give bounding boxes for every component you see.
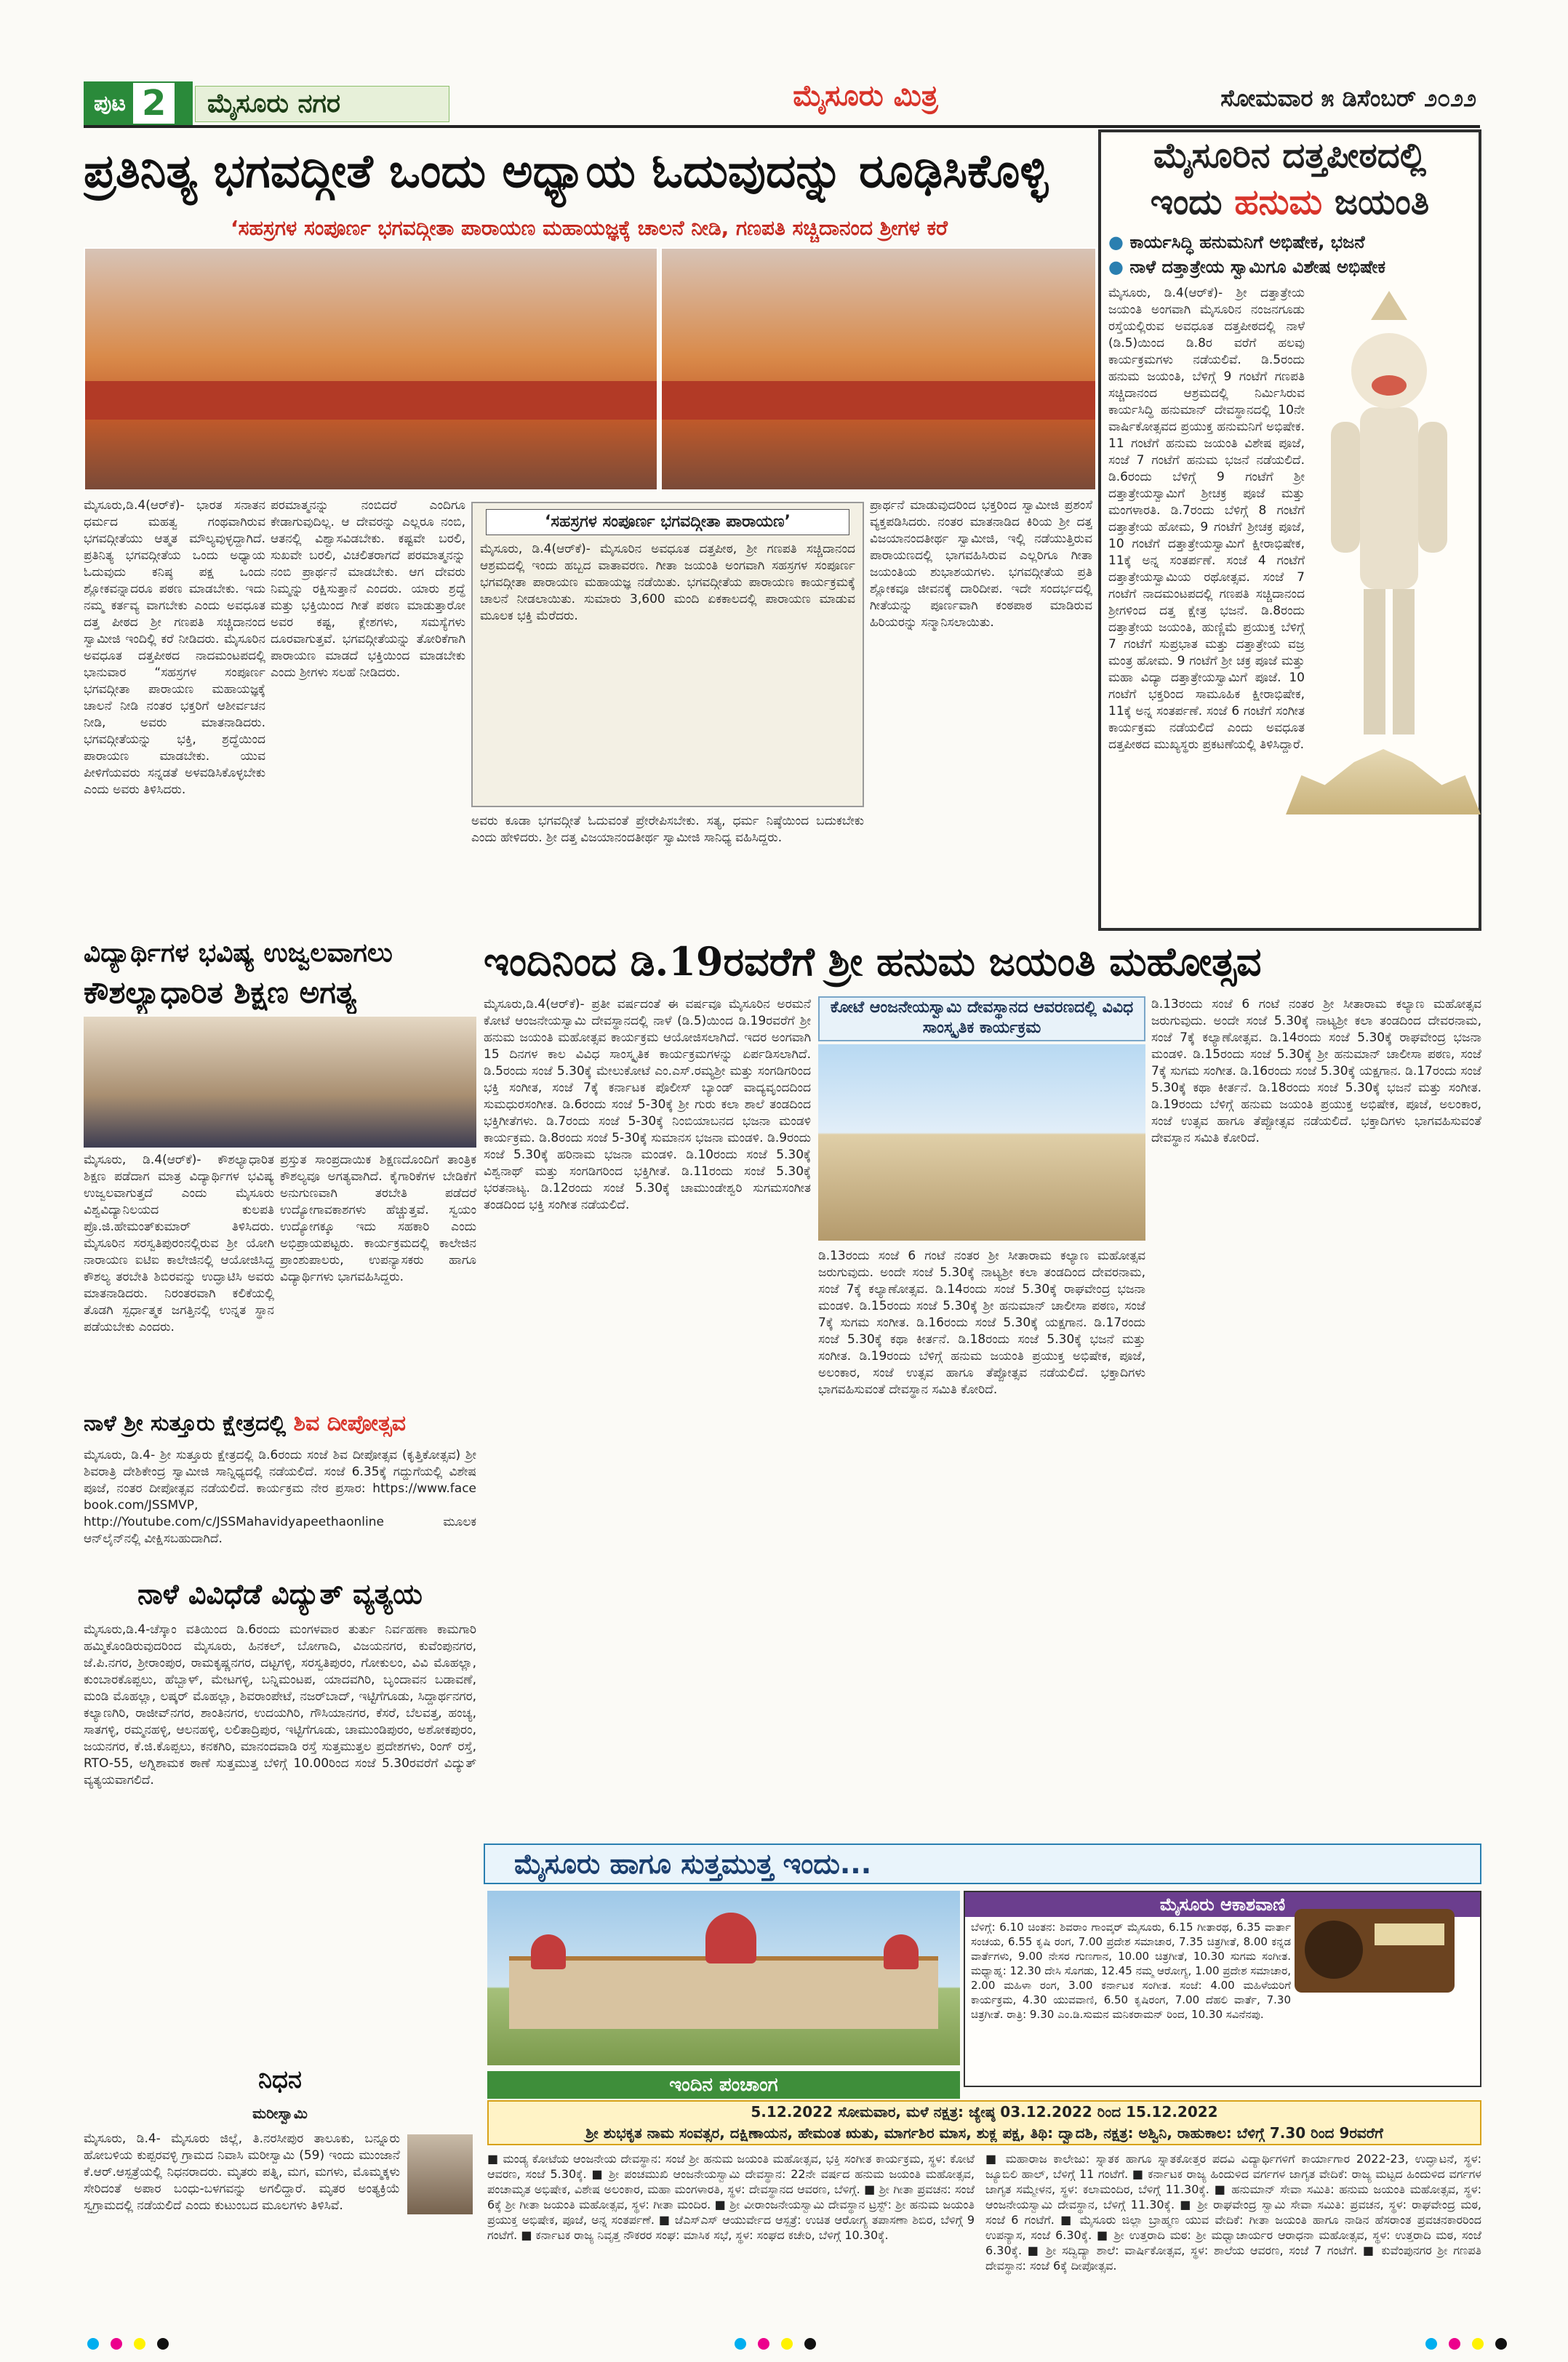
registration-dots-left <box>87 2338 169 2351</box>
lead-col-4: ಅವರು ಕೂಡಾ ಭಗವದ್ಗೀತೆ ಓದುವಂತೆ ಪ್ರೇರೇಪಿಸಬೇಕು. ಸತ್ಯ, ಧರ್ಮ ನಿಷ್ಠೆಯಿಂದ ಬದುಕಬೇಕು ಎಂದು ಹೇಳಿದರು. ಶ್ರೀ ದತ್ತ ವಿಜಯಾನಂದತೀರ್ಥ ಸ್ವಾಮೀಜಿ ಸಾನಿಧ್ಯ ವಹಿಸಿದ್ದರು. <box>471 814 864 845</box>
palace-facade <box>509 1956 938 2029</box>
registration-dots-right <box>1425 2338 1507 2351</box>
black-dot <box>804 2338 816 2350</box>
page-label: ಪುಟ <box>94 90 127 116</box>
parayana-box-text: ಮೈಸೂರು, ಡಿ.4(ಆರ್‌ಕೆ)- ಮೈಸೂರಿನ ಅವಧೂತ ದತ್ತಪೀಠ, ಶ್ರೀ ಗಣಪತಿ ಸಚ್ಚಿದಾನಂದ ಆಶ್ರಮದಲ್ಲಿ ಇಂದು ಹಬ್ಬದ ವಾತಾವರಣ. ಗೀತಾ ಜಯಂತಿ ಅಂಗವಾಗಿ ಸಹಸ್ರಗಳ ಸಂಪೂರ್ಣ ಭಗವದ್ಗೀತಾ ಪಾರಾಯಣ ಮಹಾಯಜ್ಞ ನಡೆಯಿತು. ಭಗವದ್ಗೀತೆಯ ಪಾರಾಯಣ ಕಾರ್ಯಕ್ರಮಕ್ಕೆ ಚಾಲನೆ ನೀಡಲಾಯಿತು. ಸುಮಾರು 3,600 ಮಂದಿ ಏಕಕಾಲದಲ್ಲಿ ಪಾರಾಯಣ ಮಾಡುವ ಮೂಲಕ ಭಕ್ತಿ ಮೆರೆದರು. <box>480 542 855 623</box>
suttur-headline <box>84 1411 476 1443</box>
sidebar-bullet-1 <box>1108 230 1472 255</box>
festival-col-3: ಡಿ.13ರಂದು ಸಂಜೆ 6 ಗಂಟೆ ನಂತರ ಶ್ರೀ ಸೀತಾರಾಮ ಕಲ್ಯಾಣ ಮಹೋತ್ಸವ ಜರುಗುವುದು. ಅಂದೇ ಸಂಜೆ 5.30ಕ್ಕೆ ನಾಟ್ಯಶ್ರೀ ಕಲಾ ತಂಡದಿಂದ ದೇವರನಾಮ, ಸಂಜೆ 7ಕ್ಕೆ ಕಲ್ಯಾಣೋತ್ಸವ. ಡಿ.14ರಂದು ಸಂಜೆ 5.30ಕ್ಕೆ ರಾಘವೇಂದ್ರ ಭಜನಾ ಮಂಡಳಿ. ಡಿ.15ರಂದು ಸಂಜೆ 5.30ಕ್ಕೆ ಶ್ರೀ ಹನುಮಾನ್ ಚಾಲೀಸಾ ಪಠಣ, ಸಂಜೆ 7ಕ್ಕೆ ಸುಗಮ ಸಂಗೀತ. ಡಿ.16ರಂದು ಸಂಜೆ 5.30ಕ್ಕೆ ಯಕ್ಷಗಾನ. ಡಿ.17ರಂದು ಸಂಜೆ 5.30ಕ್ಕೆ ಕಥಾ ಕೀರ್ತನೆ. ಡಿ.18ರಂದು ಸಂಜೆ 5.30ಕ್ಕೆ ಭಜನೆ ಮತ್ತು ಸಂಗೀತ. ಡಿ.19ರಂದು ಬೆಳಿಗ್ಗೆ ಹನುಮ ಜಯಂತಿ ಪ್ರಯುಕ್ತ ಅಭಿಷೇಕ, ಪೂಜೆ, ಅಲಂಕಾರ, ಸಂಜೆ ಉತ್ಸವ ಹಾಗೂ ತೆಪ್ಪೋತ್ಸವ ನಡೆಯಲಿದೆ. ಭಕ್ತಾದಿಗಳು ಭಾಗವಹಿಸುವಂತೆ ದೇವಸ್ಥಾನ ಸಮಿತಿ ಕೋರಿದೆ. <box>1151 997 1481 1145</box>
sidebar-bullet-2 <box>1108 255 1472 279</box>
bullet-icon: ● <box>1108 232 1124 252</box>
suttur-headline-highlight: ಶಿವ ದೀಪೋತ್ಸವ <box>293 1411 406 1436</box>
radio-title: ಮೈಸೂರು ಆಕಾಶವಾಣಿ <box>965 1892 1480 1917</box>
masthead-rule <box>84 125 1480 128</box>
skill-col-2: ಪ್ರಸ್ತುತ ಸಾಂಪ್ರದಾಯಿಕ ಶಿಕ್ಷಣದೊಂದಿಗೆ ತಾಂತ್ರಿಕ ಕೌಶಲ್ಯವೂ ಅಗತ್ಯವಾಗಿದೆ. ಕೈಗಾರಿಕೆಗಳ ಬೇಡಿಕೆಗೆ ಅನುಗುಣವಾಗಿ ತರಬೇತಿ ಪಡೆದರೆ ಉದ್ಯೋಗಾವಕಾಶಗಳು ಹೆಚ್ಚುತ್ತವೆ. ಸ್ವಯಂ ಉದ್ಯೋಗಕ್ಕೂ ಇದು ಸಹಕಾರಿ ಎಂದು ಅಭಿಪ್ರಾಯಪಟ್ಟರು. ಕಾರ್ಯಕ್ರಮದಲ್ಲಿ ಕಾಲೇಜಿನ ಪ್ರಾಂಶುಪಾಲರು, ಉಪನ್ಯಾಸಕರು ಹಾಗೂ ವಿದ್ಯಾರ್ಥಿಗಳು ಭಾಗವಹಿಸಿದ್ದರು. <box>280 1153 476 1284</box>
sidebar-title-2 <box>1105 182 1474 228</box>
yellow-dot <box>1472 2338 1484 2350</box>
dateline: ಸೋಮವಾರ ೫ ಡಿಸೆಂಬರ್ ೨೦೨೨ <box>1220 84 1476 112</box>
lead-headline: ಪ್ರತಿನಿತ್ಯ ಭಗವದ್ಗೀತೆ ಒಂದು ಅಧ್ಯಾಯ ಓದುವುದನ್ನು ರೂಢಿಸಿಕೊಳ್ಳಿ <box>84 144 1049 199</box>
panchang-body <box>487 2100 1481 2145</box>
hanuman-idol-image <box>1302 276 1476 749</box>
suttur-headline-pre: ನಾಳೆ ಶ್ರೀ ಸುತ್ತೂರು ಕ್ಷೇತ್ರದಲ್ಲಿ <box>84 1411 287 1436</box>
lead-col-1: ಮೈಸೂರು,ಡಿ.4(ಆರ್‌ಕೆ)- ಭಾರತ ಸನಾತನ ಧರ್ಮದ ಮಹತ್ವ ಗಂಥವಾಗಿರುವ ಭಗವದ್ಗೀತೆಯು ಆತ್ಮತ ಮೌಲ್ಯವುಳ್ಳದ್ದಾಗಿದೆ. ಪ್ರತಿನಿತ್ಯ ಭಗವದ್ಗೀತೆಯ ಒಂದು ಅಧ್ಯಾಯ ಓದುವುದು ಕನಿಷ್ಠ ಪಕ್ಷ ಒಂದು ಶ್ಲೋಕವನ್ನಾದರೂ ಪಠಣ ಮಾಡಬೇಕು. ಇದು ನಮ್ಮ ಕರ್ತವ್ಯ ವಾಗಬೇಕು ಎಂದು ಅವಧೂತ ದತ್ತ ಪೀಠದ ಶ್ರೀ ಗಣಪತಿ ಸಚ್ಚಿದಾನಂದ ಸ್ವಾಮೀಜಿ ಇಂದಿಲ್ಲಿ ಕರೆ ನೀಡಿದರು. ಮೈಸೂರಿನ ಅವಧೂತ ದತ್ತಪೀಠದ ನಾದಮಂಟಪದಲ್ಲಿ ಭಾನುವಾರ “ಸಹಸ್ರಗಳ ಸಂಪೂರ್ಣ ಭಗವದ್ಗೀತಾ ಪಾರಾಯಣ ಮಹಾಯಜ್ಞಕ್ಕೆ ಚಾಲನೆ ನೀಡಿ ನಂತರ ಭಕ್ತರಿಗೆ ಆಶೀರ್ವಚನ ನೀಡಿ, ಅವರು ಮಾತನಾಡಿದರು. ಭಗವದ್ಗೀತೆಯನ್ನು ಭಕ್ತಿ, ಶ್ರದ್ಧೆಯಿಂದ ಪಾರಾಯಣ ಮಾಡಬೇಕು. ಯುವ ಪೀಳಿಗೆಯವರು ಸನ್ನಡತೆ ಅಳವಡಿಸಿಕೊಳ್ಳಬೇಕು ಎಂದು ಅವರು ತಿಳಿಸಿದರು. <box>84 498 265 797</box>
cyan-dot <box>1425 2338 1437 2350</box>
yellow-dot <box>134 2338 145 2350</box>
lead-col-5: ಪ್ರಾರ್ಥನೆ ಮಾಡುವುದರಿಂದ ಭಕ್ತರಿಂದ ಸ್ವಾಮೀಜಿ ಪ್ರಶಂಸೆ ವ್ಯಕ್ತಪಡಿಸಿದರು. ನಂತರ ಮಾತನಾಡಿದ ಕಿರಿಯ ಶ್ರೀ ದತ್ತ ವಿಜಯಾನಂದತೀರ್ಥ ಸ್ವಾಮೀಜಿ, ಇಲ್ಲಿ ನಡೆಯುತ್ತಿರುವ ಪಾರಾಯಣದಲ್ಲಿ ಭಾಗವಹಿಸಿರುವ ಎಲ್ಲರಿಗೂ ಗೀತಾ ಜಯಂತಿಯ ಶುಭಾಶಯಗಳು. ಭಗವದ್ಗೀತೆಯ ಪ್ರತಿ ಶ್ಲೋಕವೂ ಜೀವನಕ್ಕೆ ದಾರಿದೀಪ. ಇದೇ ಸಂದರ್ಭದಲ್ಲಿ ಗೀತೆಯನ್ನು ಪೂರ್ಣವಾಗಿ ಕಂಠಪಾಠ ಮಾಡಿರುವ ಹಿರಿಯರನ್ನು ಸನ್ಮಾನಿಸಲಾಯಿತು. <box>870 498 1092 630</box>
obituary-headline: ನಿಧನ <box>258 2065 302 2094</box>
festival-col-1: ಮೈಸೂರು,ಡಿ.4(ಆರ್‌ಕೆ)- ಪ್ರತೀ ವರ್ಷದಂತೆ ಈ ವರ್ಷವೂ ಮೈಸೂರಿನ ಅರಮನೆ ಕೋಟೆ ಆಂಜನೇಯಸ್ವಾಮಿ ದೇವಸ್ಥಾನದಲ್ಲಿ ನಾಳೆ (ಡಿ.5)ಯಿಂದ ಡಿ.19ರವರೆಗೆ ಶ್ರೀ ಹನುಮ ಜಯಂತಿ ಮಹೋತ್ಸವ ಕಾರ್ಯಕ್ರಮ ಆಯೋಜಿಸಲಾಗಿದೆ. ಇದರ ಅಂಗವಾಗಿ 15 ದಿನಗಳ ಕಾಲ ವಿವಿಧ ಸಾಂಸ್ಕೃತಿಕ ಕಾರ್ಯಕ್ರಮಗಳನ್ನು ಏರ್ಪಡಿಸಲಾಗಿದೆ. ಡಿ.5ರಂದು ಸಂಜೆ 5.30ಕ್ಕೆ ಮೇಲುಕೋಟೆ ಎಂ.ಎಸ್.ರಮ್ಯಶ್ರೀ ಮತ್ತು ಸಂಗಡಿಗರಿಂದ ಭಕ್ತಿ ಸಂಗೀತ, ಸಂಜೆ 7ಕ್ಕೆ ಕರ್ನಾಟಕ ಪೊಲೀಸ್ ಬ್ಯಾಂಡ್ ವಾದ್ಯವೃಂದದಿಂದ ಸುಮಧುರಸಂಗೀತ. ಡಿ.6ರಂದು ಸಂಜೆ 5-30ಕ್ಕೆ ಶ್ರೀ ಗುರು ಕಲಾ ಶಾಲೆ ತಂಡದಿಂದ ಭಕ್ತಿಗೀತೆಗಳು. ಡಿ.7ರಂದು ಸಂಜೆ 5-30ಕ್ಕೆ ನಿಂಬಿಯಾಬನದ ಭಜನಾ ಮಂಡಳಿ ಕಾರ್ಯಕ್ರಮ. ಡಿ.8ರಂದು ಸಂಜೆ 5-30ಕ್ಕೆ ಸುಮಾನಸ ಭಜನಾ ಮಂಡಳಿ. ಡಿ.9ರಂದು ಸಂಜೆ 5.30ಕ್ಕೆ ಹರಿನಾಮ ಭಜನಾ ಮಂಡಳಿ. ಡಿ.10ರಂದು ಸಂಜೆ 5.30ಕ್ಕೆ ವಿಶ್ವನಾಥ್ ಮತ್ತು ಸಂಗಡಿಗರಿಂದ ಭಕ್ತಿಗೀತೆ. ಡಿ.11ರಂದು ಸಂಜೆ 5.30ಕ್ಕೆ ಭರತನಾಟ್ಯ. ಡಿ.12ರಂದು ಸಂಜೆ 5.30ಕ್ಕೆ ಚಾಮುಂಡೇಶ್ವರಿ ಸುಗಮಸಂಗೀತ ತಂಡದಿಂದ ಭಕ್ತಿ ಸಂಗೀತ ನಡೆಯಲಿದೆ. <box>484 997 811 1212</box>
panchang-line-2: ಶ್ರೀ ಶುಭಕೃತ ನಾಮ ಸಂವತ್ಸರ, ದಕ್ಷಿಣಾಯನ, ಹೇಮಂತ ಋತು, ಮಾರ್ಗಶಿರ ಮಾಸ, ಶುಕ್ಲ ಪಕ್ಷ, ತಿಥಿ: ದ್ವಾದಶಿ, ನಕ್ಷತ್ರ: ಅಶ್ವಿನಿ, ರಾಹುಕಾಲ: ಬೆಳಿಗ್ಗೆ 7.30 ರಿಂದ 9ರವರೆಗೆ <box>585 2124 1383 2142</box>
magenta-dot <box>758 2338 769 2350</box>
palace-left-dome <box>531 1934 566 1969</box>
power-cut-text: ಮೈಸೂರು,ಡಿ.4-ಚೆಸ್ಕಾಂ ವತಿಯಿಂದ ಡಿ.6ರಂದು ಮಂಗಳವಾರ ತುರ್ತು ನಿರ್ವಹಣಾ ಕಾಮಗಾರಿ ಹಮ್ಮಿಕೊಂಡಿರುವುದರಿಂದ ಮೈಸೂರು, ಹಿನಕಲ್, ಬೋಗಾದಿ, ವಿಜಯನಗರ, ಕುವೆಂಪುನಗರ, ಜೆ.ಪಿ.ನಗರ, ಶ್ರೀರಾಂಪುರ, ರಾಮಕೃಷ್ಣನಗರ, ದಟ್ಟಗಳ್ಳಿ, ಸರಸ್ವತಿಪುರಂ, ಗೋಕುಲಂ, ವಿವಿ ಮೊಹಲ್ಲಾ, ಕುಂಬಾರಕೊಪ್ಪಲು, ಹೆಬ್ಬಾಳ್, ಮೇಟಗಳ್ಳಿ, ಬನ್ನಿಮಂಟಪ, ಯಾದವಗಿರಿ, ಬೃಂದಾವನ ಬಡಾವಣೆ, ಮಂಡಿ ಮೊಹಲ್ಲಾ, ಲಷ್ಕರ್ ಮೊಹಲ್ಲಾ, ಶಿವರಾಂಪೇಟೆ, ನಜರ್‌ಬಾದ್, ಇಟ್ಟಿಗೆಗೂಡು, ಸಿದ್ದಾರ್ಥನಗರ, ಕಲ್ಯಾಣಗಿರಿ, ರಾಜೀವ್‌ನಗರ, ಶಾಂತಿನಗರ, ಉದಯಗಿರಿ, ಗೌಸಿಯಾನಗರ, ಕೆಸರೆ, ಬೆಲವತ್ತ, ಹಂಚ್ಯ, ಸಾತಗಳ್ಳಿ, ರಮ್ಮನಹಳ್ಳಿ, ಆಲನಹಳ್ಳಿ, ಲಲಿತಾದ್ರಿಪುರ, ಇಟ್ಟಿಗೆಗೂಡು, ಚಾಮುಂಡಿಪುರಂ, ಅಶೋಕಪುರಂ, ಜಯನಗರ, ಕೆ.ಜಿ.ಕೊಪ್ಪಲು, ಕನಕಗಿರಿ, ಮಾನಂದವಾಡಿ ರಸ್ತೆ ಸುತ್ತಮುತ್ತಲ ಪ್ರದೇಶಗಳು, ರಿಂಗ್ ರಸ್ತೆ, RTO-55, ಅಗ್ನಿಶಾಮಕ ಠಾಣೆ ಸುತ್ತಮುತ್ತ ಬೆಳಿಗ್ಗೆ 10.00ರಿಂದ ಸಂಜೆ 5.30ರವರೆಗೆ ವಿದ್ಯುತ್ ವ್ಯತ್ಯಯವಾಗಲಿದೆ. <box>84 1622 476 1787</box>
festival-col-2: ಡಿ.13ರಂದು ಸಂಜೆ 6 ಗಂಟೆ ನಂತರ ಶ್ರೀ ಸೀತಾರಾಮ ಕಲ್ಯಾಣ ಮಹೋತ್ಸವ ಜರುಗುವುದು. ಅಂದೇ ಸಂಜೆ 5.30ಕ್ಕೆ ನಾಟ್ಯಶ್ರೀ ಕಲಾ ತಂಡದಿಂದ ದೇವರನಾಮ, ಸಂಜೆ 7ಕ್ಕೆ ಕಲ್ಯಾಣೋತ್ಸವ. ಡಿ.14ರಂದು ಸಂಜೆ 5.30ಕ್ಕೆ ರಾಘವೇಂದ್ರ ಭಜನಾ ಮಂಡಳಿ. ಡಿ.15ರಂದು ಸಂಜೆ 5.30ಕ್ಕೆ ಶ್ರೀ ಹನುಮಾನ್ ಚಾಲೀಸಾ ಪಠಣ, ಸಂಜೆ 7ಕ್ಕೆ ಸುಗಮ ಸಂಗೀತ. ಡಿ.16ರಂದು ಸಂಜೆ 5.30ಕ್ಕೆ ಯಕ್ಷಗಾನ. ಡಿ.17ರಂದು ಸಂಜೆ 5.30ಕ್ಕೆ ಕಥಾ ಕೀರ್ತನೆ. ಡಿ.18ರಂದು ಸಂಜೆ 5.30ಕ್ಕೆ ಭಜನೆ ಮತ್ತು ಸಂಗೀತ. ಡಿ.19ರಂದು ಬೆಳಿಗ್ಗೆ ಹನುಮ ಜಯಂತಿ ಪ್ರಯುಕ್ತ ಅಭಿಷೇಕ, ಪೂಜೆ, ಅಲಂಕಾರ, ಸಂಜೆ ಉತ್ಸವ ಹಾಗೂ ತೆಪ್ಪೋತ್ಸವ ನಡೆಯಲಿದೆ. ಭಕ್ತಾದಿಗಳು ಭಾಗವಹಿಸುವಂತೆ ದೇವಸ್ಥಾನ ಸಮಿತಿ ಕೋರಿದೆ. <box>818 1249 1145 1397</box>
panchang-line-1: 5.12.2022 ಸೋಮವಾರ, ಮಳೆ ನಕ್ಷತ್ರ: ಜ್ಯೇಷ್ಠ 03.12.2022 ರಿಂದ 15.12.2022 <box>751 2103 1218 2121</box>
today-events-left: ■ ಮಂಡ್ಯ ಕೋಟೆಯ ಆಂಜನೇಯ ದೇವಸ್ಥಾನ: ಸಂಜೆ ಶ್ರೀ ಹನುಮ ಜಯಂತಿ ಮಹೋತ್ಸವ, ಭಕ್ತಿ ಸಂಗೀತ ಕಾರ್ಯಕ್ರಮ, ಸ್ಥಳ: ಕೋಟೆ ಆವರಣ, ಸಂಜೆ 5.30ಕ್ಕೆ. ■ ಶ್ರೀ ಪಂಚಮುಖಿ ಆಂಜನೇಯಸ್ವಾಮಿ ದೇವಸ್ಥಾನ: 22ನೇ ವರ್ಷದ ಹನುಮ ಜಯಂತಿ ಮಹೋತ್ಸವ, ಪಂಚಾಮೃತ ಅಭಿಷೇಕ, ವಿಶೇಷ ಅಲಂಕಾರ, ಮಹಾ ಮಂಗಳಾರತಿ, ಸ್ಥಳ: ದೇವಸ್ಥಾನದ ಆವರಣ, ಬೆಳಿಗ್ಗೆ. ■ ಶ್ರೀ ಗೀತಾ ಪ್ರವಚನ: ಸಂಜೆ 6ಕ್ಕೆ ಶ್ರೀ ಗೀತಾ ಜಯಂತಿ ಮಹೋತ್ಸವ, ಸ್ಥಳ: ಗೀತಾ ಮಂದಿರ. ■ ಶ್ರೀ ವೀರಾಂಜನೇಯಸ್ವಾಮಿ ದೇವಸ್ಥಾನ ಟ್ರಸ್ಟ್: ಶ್ರೀ ಹನುಮ ಜಯಂತಿ ಪ್ರಯುಕ್ತ ಅಭಿಷೇಕ, ಪೂಜೆ, ಅನ್ನ ಸಂತರ್ಪಣೆ. ■ ಜೆಎಸ್‌ಎಸ್ ಆಯುರ್ವೇದ ಆಸ್ಪತ್ರೆ: ಉಚಿತ ಆರೋಗ್ಯ ತಪಾಸಣಾ ಶಿಬಿರ, ಬೆಳಿಗ್ಗೆ 9 ಗಂಟೆಗೆ. ■ ಕರ್ನಾಟಕ ರಾಜ್ಯ ನಿವೃತ್ತ ನೌಕರರ ಸಂಘ: ಮಾಸಿಕ ಸಭೆ, ಸ್ಥಳ: ಸಂಘದ ಕಚೇರಿ, ಬೆಳಿಗ್ಗೆ 10.30ಕ್ಕೆ. <box>487 2152 975 2242</box>
skill-event-photo <box>84 1017 476 1148</box>
parayana-photo-left <box>84 247 658 491</box>
cyan-dot <box>87 2338 99 2350</box>
section-title: ಮೈಸೂರು ನಗರ <box>195 86 449 122</box>
sidebar-title-1: ಮೈಸೂರಿನ ದತ್ತಪೀಠದಲ್ಲಿ <box>1153 135 1427 176</box>
festival-headline: ಇಂದಿನಿಂದ ಡಿ.19ರವರೆಗೆ ಶ್ರೀ ಹನುಮ ಜಯಂತಿ ಮಹೋತ್ಸವ <box>484 938 1262 985</box>
sidebar-bullet-2-text: ನಾಳೆ ದತ್ತಾತ್ರೇಯ ಸ್ವಾಮಿಗೂ ವಿಶೇಷ ಅಭಿಷೇಕ <box>1129 257 1386 277</box>
palace-right-dome <box>884 1934 919 1969</box>
bullet-icon: ● <box>1108 257 1124 277</box>
obituary-photo <box>407 2134 473 2214</box>
parayana-photo-right <box>660 247 1097 491</box>
skill-headline-1: ವಿದ್ಯಾರ್ಥಿಗಳ ಭವಿಷ್ಯ ಉಜ್ವಲವಾಗಲು <box>84 938 393 968</box>
sidebar-title-pre: ಇಂದು <box>1150 182 1223 223</box>
registration-dots-center <box>735 2338 816 2351</box>
page-number: 2 <box>133 83 175 124</box>
sidebar-bullet-1-text: ಕಾರ್ಯಸಿದ್ಧಿ ಹನುಮನಿಗೆ ಅಭಿಷೇಕ, ಭಜನೆ <box>1129 232 1365 252</box>
obituary-name: ಮರೀಸ್ವಾಮಿ <box>252 2105 308 2122</box>
magenta-dot <box>111 2338 122 2350</box>
sidebar-text: ಮೈಸೂರು, ಡಿ.4(ಆರ್‌ಕೆ)- ಶ್ರೀ ದತ್ತಾತ್ರೇಯ ಜಯಂತಿ ಅಂಗವಾಗಿ ಮೈಸೂರಿನ ನಂಜನಗೂಡು ರಸ್ತೆಯಲ್ಲಿರುವ ಅವಧೂತ ದತ್ತಪೀಠದಲ್ಲಿ ನಾಳೆ (ಡಿ.5)ಯಿಂದ ಡಿ.8ರ ವರೆಗೆ ಹಲವು ಕಾರ್ಯಕ್ರಮಗಳು ನಡೆಯಲಿವೆ. ಡಿ.5ರಂದು ಹನುಮ ಜಯಂತಿ, ಬೆಳಿಗ್ಗೆ 9 ಗಂಟೆಗೆ ಗಣಪತಿ ಸಚ್ಚಿದಾನಂದ ಆಶ್ರಮದಲ್ಲಿ ನಿರ್ಮಿಸಿರುವ ಕಾರ್ಯಸಿದ್ಧಿ ಹನುಮಾನ್ ದೇವಸ್ಥಾನದಲ್ಲಿ 10ನೇ ವಾರ್ಷಿಕೋತ್ಸವದ ಪ್ರಯುಕ್ತ ಹನುಮನಿಗೆ ಅಭಿಷೇಕ. 11 ಗಂಟೆಗೆ ಹನುಮ ಜಯಂತಿ ವಿಶೇಷ ಪೂಜೆ, ಸಂಜೆ 7 ಗಂಟೆಗೆ ಹನುಮ ಭಜನೆ ನಡೆಯಲಿದೆ. ಡಿ.6ರಂದು ಬೆಳಿಗ್ಗೆ 9 ಗಂಟೆಗೆ ಶ್ರೀ ದತ್ತಾತ್ರೇಯಸ್ವಾಮಿಗೆ ಶ್ರೀಚಕ್ರ ಪೂಜೆ ಮತ್ತು ಮಂಗಳಾರತಿ. ಡಿ.7ರಂದು ಬೆಳಿಗ್ಗೆ 8 ಗಂಟೆಗೆ ದತ್ತಾತ್ರೇಯ ಹೋಮ, 9 ಗಂಟೆಗೆ ಶ್ರೀಚಕ್ರ ಪೂಜೆ, 10 ಗಂಟೆಗೆ ದತ್ತಾತ್ರೇಯಸ್ವಾಮಿಗೆ ಕ್ಷೀರಾಭಿಷೇಕ, 11ಕ್ಕೆ ಅನ್ನ ಸಂತರ್ಪಣೆ. ಸಂಜೆ 4 ಗಂಟೆಗೆ ದತ್ತಾತ್ರೇಯಸ್ವಾಮಿಯ ರಥೋತ್ಸವ. ಸಂಜೆ 7 ಗಂಟೆಗೆ ನಾದಮಂಟಪದಲ್ಲಿ ಗಣಪತಿ ಸಚ್ಚಿದಾನಂದ ಶ್ರೀಗಳಿಂದ ದತ್ತ ಕ್ಷೇತ್ರ ಭಜನೆ. ಡಿ.8ರಂದು ದತ್ತಾತ್ರೇಯ ಜಯಂತಿ, ಹುಣ್ಣಿಮೆ ಪ್ರಯುಕ್ತ ಬೆಳಿಗ್ಗೆ 7 ಗಂಟೆಗೆ ಸುಪ್ರಭಾತ ಮತ್ತು ದತ್ತಾತ್ರೇಯ ವಜ್ರ ಮಂತ್ರ ಹೋಮ. 9 ಗಂಟೆಗೆ ಶ್ರೀ ಚಕ್ರ ಪೂಜೆ ಮತ್ತು ಮಹಾ ವಿದ್ಯಾ ದತ್ತಾತ್ರೇಯಸ್ವಾಮಿಗೆ ಪೂಜೆ. 10 ಗಂಟೆಗೆ ಭಕ್ತರಿಂದ ಸಾಮೂಹಿಕ ಕ್ಷೀರಾಭಿಷೇಕ, 11ಕ್ಕೆ ಅನ್ನ ಸಂತರ್ಪಣೆ. ಸಂಜೆ 6 ಗಂಟೆಗೆ ಸಂಗೀತ ಕಾರ್ಯಕ್ರಮ ನಡೆಯಲಿದೆ ಎಂದು ಅವಧೂತ ದತ್ತಪೀಠದ ಮುಖ್ಯಸ್ಥರು ಪ್ರಕಟಣೆಯಲ್ಲಿ ತಿಳಿಸಿದ್ದಾರೆ. <box>1108 286 1305 752</box>
today-events-right: ■ ಮಹಾರಾಜ ಕಾಲೇಜು: ಸ್ನಾತಕ ಹಾಗೂ ಸ್ನಾತಕೋತ್ತರ ಪದವಿ ವಿದ್ಯಾರ್ಥಿಗಳಿಗೆ ಕಾರ್ಯಾಗಾರ 2022-23, ಉದ್ಘಾಟನೆ, ಸ್ಥಳ: ಜ್ಯೂಬಿಲಿ ಹಾಲ್, ಬೆಳಿಗ್ಗೆ 11 ಗಂಟೆಗೆ. ■ ಕರ್ನಾಟಕ ರಾಜ್ಯ ಹಿಂದುಳಿದ ವರ್ಗಗಳ ಜಾಗೃತ ವೇದಿಕೆ: ರಾಜ್ಯ ಮಟ್ಟದ ಹಿಂದುಳಿದ ವರ್ಗಗಳ ಜಾಗೃತ ಸಮ್ಮೇಳನ, ಸ್ಥಳ: ಕಲಾಮಂದಿರ, ಬೆಳಿಗ್ಗೆ 11.30ಕ್ಕೆ. ■ ಹನುಮಾನ್ ಸೇವಾ ಸಮಿತಿ: ಹನುಮ ಜಯಂತಿ ಮಹೋತ್ಸವ, ಸ್ಥಳ: ಆಂಜನೇಯಸ್ವಾಮಿ ದೇವಸ್ಥಾನ, ಬೆಳಿಗ್ಗೆ 11.30ಕ್ಕೆ. ■ ಶ್ರೀ ರಾಘವೇಂದ್ರ ಸ್ವಾಮಿ ಸೇವಾ ಸಮಿತಿ: ಪ್ರವಚನ, ಸ್ಥಳ: ರಾಘವೇಂದ್ರ ಮಠ, ಸಂಜೆ 6 ಗಂಟೆಗೆ. ■ ಮೈಸೂರು ಜಿಲ್ಲಾ ಬ್ರಾಹ್ಮಣ ಯುವ ವೇದಿಕೆ: ಗೀತಾ ಜಯಂತಿ ಹಾಗೂ ನಾಡಿನ ಹೆಸರಾಂತ ಪ್ರವಚನಕಾರರಿಂದ ಉಪನ್ಯಾಸ, ಸಂಜೆ 6.30ಕ್ಕೆ. ■ ಶ್ರೀ ಉತ್ತರಾದಿ ಮಠ: ಶ್ರೀ ಮಧ್ವಾಚಾರ್ಯರ ಆರಾಧನಾ ಮಹೋತ್ಸವ, ಸ್ಥಳ: ಉತ್ತರಾದಿ ಮಠ, ಸಂಜೆ 6.30ಕ್ಕೆ. ■ ಶ್ರೀ ಸದ್ವಿದ್ಯಾ ಶಾಲೆ: ವಾರ್ಷಿಕೋತ್ಸವ, ಸ್ಥಳ: ಶಾಲೆಯ ಆವರಣ, ಸಂಜೆ 7 ಗಂಟೆಗೆ. ■ ಕುವೆಂಪುನಗರ ಶ್ರೀ ಗಣಪತಿ ದೇವಸ್ಥಾನ: ಸಂಜೆ 6ಕ್ಕೆ ದೀಪೋತ್ಸವ. <box>985 2152 1481 2273</box>
festival-box-title: ಕೋಟೆ ಆಂಜನೇಯಸ್ವಾಮಿ ದೇವಸ್ಥಾನದ ಆವರಣದಲ್ಲಿ ವಿವಿಧ ಸಾಂಸ್ಕೃತಿಕ ಕಾರ್ಯಕ್ರಮ <box>818 996 1145 1041</box>
newspaper-logo: ಮೈಸೂರು ಮಿತ್ರ <box>793 79 938 113</box>
skill-col-1: ಮೈಸೂರು, ಡಿ.4(ಆರ್‌ಕೆ)- ಕೌಶಲ್ಯಾಧಾರಿತ ಶಿಕ್ಷಣ ಪಡೆದಾಗ ಮಾತ್ರ ವಿದ್ಯಾರ್ಥಿಗಳ ಭವಿಷ್ಯ ಉಜ್ವಲವಾಗುತ್ತದೆ ಎಂದು ಮೈಸೂರು ವಿಶ್ವವಿದ್ಯಾನಿಲಯದ ಕುಲಪತಿ ಪ್ರೊ.ಜಿ.ಹೇಮಂತ್‌ಕುಮಾರ್ ತಿಳಿಸಿದರು. ಮೈಸೂರಿನ ಸರಸ್ವತಿಪುರಂನಲ್ಲಿರುವ ಶ್ರೀ ಯೋಗಿ ನಾರಾಯಣ ಐಟಿಐ ಕಾಲೇಜಿನಲ್ಲಿ ಆಯೋಜಿಸಿದ್ದ ಕೌಶಲ್ಯ ತರಬೇತಿ ಶಿಬಿರವನ್ನು ಉದ್ಘಾಟಿಸಿ ಅವರು ಮಾತನಾಡಿದರು. ನಿರಂತರವಾಗಿ ಕಲಿಕೆಯಲ್ಲಿ ತೊಡಗಿ ಸ್ಪರ್ಧಾತ್ಮಕ ಜಗತ್ತಿನಲ್ಲಿ ಉನ್ನತ ಸ್ಥಾನ ಪಡೆಯಬೇಕು ಎಂದರು. <box>84 1153 274 1334</box>
radio-schedule-text: ಬೆಳಿಗ್ಗೆ: 6.10 ಚಿಂತನ: ಶಿವರಾಂ ಗಾಂವ್ಕರ್ ಮೈಸೂರು, 6.15 ಗೀತಾರಥ, 6.35 ವಾರ್ತಾ ಸಂಚಯ, 6.55 ಕೃಷಿ ರಂಗ, 7.00 ಪ್ರದೇಶ ಸಮಾಚಾರ, 7.35 ಚಿತ್ರಗೀತೆ, 8.00 ಕನ್ನಡ ವಾರ್ತೆಗಳು, 9.00 ನೇಸರ ಗುಣಗಾನ, 10.00 ಚಿತ್ರಗೀತೆ, 10.30 ಸುಗಮ ಸಂಗೀತ. ಮಧ್ಯಾಹ್ನ: 12.30 ದೇಸಿ ಸೊಗಡು, 12.45 ನಮ್ಮ ಆರೋಗ್ಯ, 1.00 ಪ್ರದೇಶ ಸಮಾಚಾರ, 2.00 ಮಹಿಳಾ ರಂಗ, 3.00 ಕರ್ನಾಟಕ ಸಂಗೀತ. ಸಂಜೆ: 4.00 ಮಹಿಳೆಯರಿಗೆ ಕಾರ್ಯಕ್ರಮ, 4.30 ಯುವವಾಣಿ, 6.50 ಕೃಷಿರಂಗ, 7.00 ದೆಹಲಿ ವಾರ್ತೆ, 7.30 ಚಿತ್ರಗೀತೆ. ರಾತ್ರಿ: 9.30 ಎಂ.ಡಿ.ಸುಮನ ಮನಿಕರಾಮನ್ ರಿಂದ, 10.30 ಸವಿನೆನಪು. <box>971 1921 1291 2021</box>
parayana-box-title: ‘ಸಹಸ್ರಗಳ ಸಂಪೂರ್ಣ ಭಗವದ್ಗೀತಾ ಪಾರಾಯಣ’ <box>486 509 849 535</box>
panchang-title: ಇಂದಿನ ಪಂಚಾಂಗ <box>487 2071 960 2099</box>
lead-subhead: ‘ಸಹಸ್ರಗಳ ಸಂಪೂರ್ಣ ಭಗವದ್ಗೀತಾ ಪಾರಾಯಣ ಮಹಾಯಜ್ಞಕ್ಕೆ ಚಾಲನೆ ನೀಡಿ, ಗಣಪತಿ ಸಚ್ಚಿದಾನಂದ ಶ್ರೀಗಳ ಕರೆ <box>230 216 948 240</box>
page-number-badge <box>84 81 193 125</box>
skill-headline-2: ಕೌಶಲ್ಯಾಧಾರಿತ ಶಿಕ್ಷಣ ಅಗತ್ಯ <box>84 974 357 1010</box>
sidebar-title-post: ಜಯಂತಿ <box>1334 182 1430 223</box>
suttur-text: ಮೈಸೂರು, ಡಿ.4- ಶ್ರೀ ಸುತ್ತೂರು ಕ್ಷೇತ್ರದಲ್ಲಿ ಡಿ.6ರಂದು ಸಂಜೆ ಶಿವ ದೀಪೋತ್ಸವ (ಕೃತ್ತಿಕೋತ್ಸವ) ಶ್ರೀ ಶಿವರಾತ್ರಿ ದೇಶಿಕೇಂದ್ರ ಸ್ವಾಮೀಜಿ ಸಾನ್ನಿಧ್ಯದಲ್ಲಿ ನಡೆಯಲಿದೆ. ಸಂಜೆ 6.35ಕ್ಕೆ ಗದ್ದುಗೆಯಲ್ಲಿ ವಿಶೇಷ ಪೂಜೆ, ನಂತರ ದೀಪೋತ್ಸವ ನಡೆಯಲಿದೆ. ಕಾರ್ಯಕ್ರಮ ನೇರ ಪ್ರಸಾರ: https://www.face book.com/JSSMVP, http://Youtube.com/c/JSSMahavidyapeethaonline ಮೂಲಕ ಆನ್‌ಲೈನ್‌ನಲ್ಲಿ ವೀಕ್ಷಿಸಬಹುದಾಗಿದೆ. <box>84 1448 476 1546</box>
magenta-dot <box>1449 2338 1460 2350</box>
cyan-dot <box>735 2338 746 2350</box>
radio-icon <box>1295 1909 1455 1993</box>
black-dot <box>1495 2338 1507 2350</box>
palace-central-dome <box>705 1913 756 1963</box>
power-cut-headline: ನಾಳೆ ವಿವಿಧೆಡೆ ವಿದ್ಯುತ್ ವ್ಯತ್ಯಯ <box>137 1578 423 1610</box>
kote-temple-photo <box>818 1044 1145 1241</box>
lead-col-2: ಪರಮಾತ್ಮನನ್ನು ನಂಬಿದರೆ ಎಂದಿಗೂ ಕೇಡಾಗುವುದಿಲ್ಲ. ಆ ದೇವರನ್ನು ಎಲ್ಲರೂ ನಂಬಿ, ಆತನಲ್ಲಿ ವಿಶ್ವಾಸವಿಡಬೇಕು. ಕಷ್ಟವೇ ಬರಲಿ, ಸುಖವೇ ಬರಲಿ, ವಿಚಲಿತರಾಗದೆ ಪರಮಾತ್ಮನನ್ನು ನಂಬಿ ಪ್ರಾರ್ಥನೆ ಮಾಡಬೇಕು. ಆಗ ದೇವರು ನಿಮ್ಮನ್ನು ರಕ್ಷಿಸುತ್ತಾನೆ ಎಂದರು. ಯಾರು ಶ್ರದ್ಧೆ ಮತ್ತು ಭಕ್ತಿಯಿಂದ ಗೀತೆ ಪಠಣ ಮಾಡುತ್ತಾರೋ ಅವರ ಕಷ್ಟ, ಕ್ಲೇಶಗಳು, ಸಮಸ್ಯೆಗಳು ದೂರವಾಗುತ್ತವೆ. ಭಗವದ್ಗೀತೆಯನ್ನು ತೋರಿಕೆಗಾಗಿ ಪಾರಾಯಣ ಮಾಡದೆ ಭಕ್ತಿಯಿಂದ ಮಾಡಬೇಕು ಎಂದು ಶ್ರೀಗಳು ಸಲಹೆ ನೀಡಿದರು. <box>271 498 465 680</box>
today-box-title: ಮೈಸೂರು ಹಾಗೂ ಸುತ್ತಮುತ್ತ ಇಂದು... <box>484 1843 1481 1884</box>
sidebar-title-highlight: ಹನುಮ <box>1234 182 1323 223</box>
black-dot <box>157 2338 169 2350</box>
obituary-text: ಮೈಸೂರು, ಡಿ.4- ಮೈಸೂರು ಜಿಲ್ಲೆ, ತಿ.ನರಸೀಪುರ ತಾಲೂಕು, ಬನ್ನೂರು ಹೋಬಳಿಯ ಕುಪ್ಪರವಳ್ಳಿ ಗ್ರಾಮದ ನಿವಾಸಿ ಮರೀಸ್ವಾಮಿ (59) ಇಂದು ಮುಂಜಾನೆ ಕೆ.ಆರ್.ಆಸ್ಪತ್ರೆಯಲ್ಲಿ ನಿಧನರಾದರು. ಮೃತರು ಪತ್ನಿ, ಮಗ, ಮಗಳು, ಮೊಮ್ಮಕ್ಕಳು ಸೇರಿದಂತೆ ಅಪಾರ ಬಂಧು-ಬಳಗವನ್ನು ಅಗಲಿದ್ದಾರೆ. ಮೃತರ ಅಂತ್ಯಕ್ರಿಯೆ ಸ್ವಗ್ರಾಮದಲ್ಲಿ ನಡೆಯಲಿದೆ ಎಂದು ಕುಟುಂಬದ ಮೂಲಗಳು ತಿಳಿಸಿವೆ. <box>84 2131 400 2213</box>
yellow-dot <box>781 2338 793 2350</box>
